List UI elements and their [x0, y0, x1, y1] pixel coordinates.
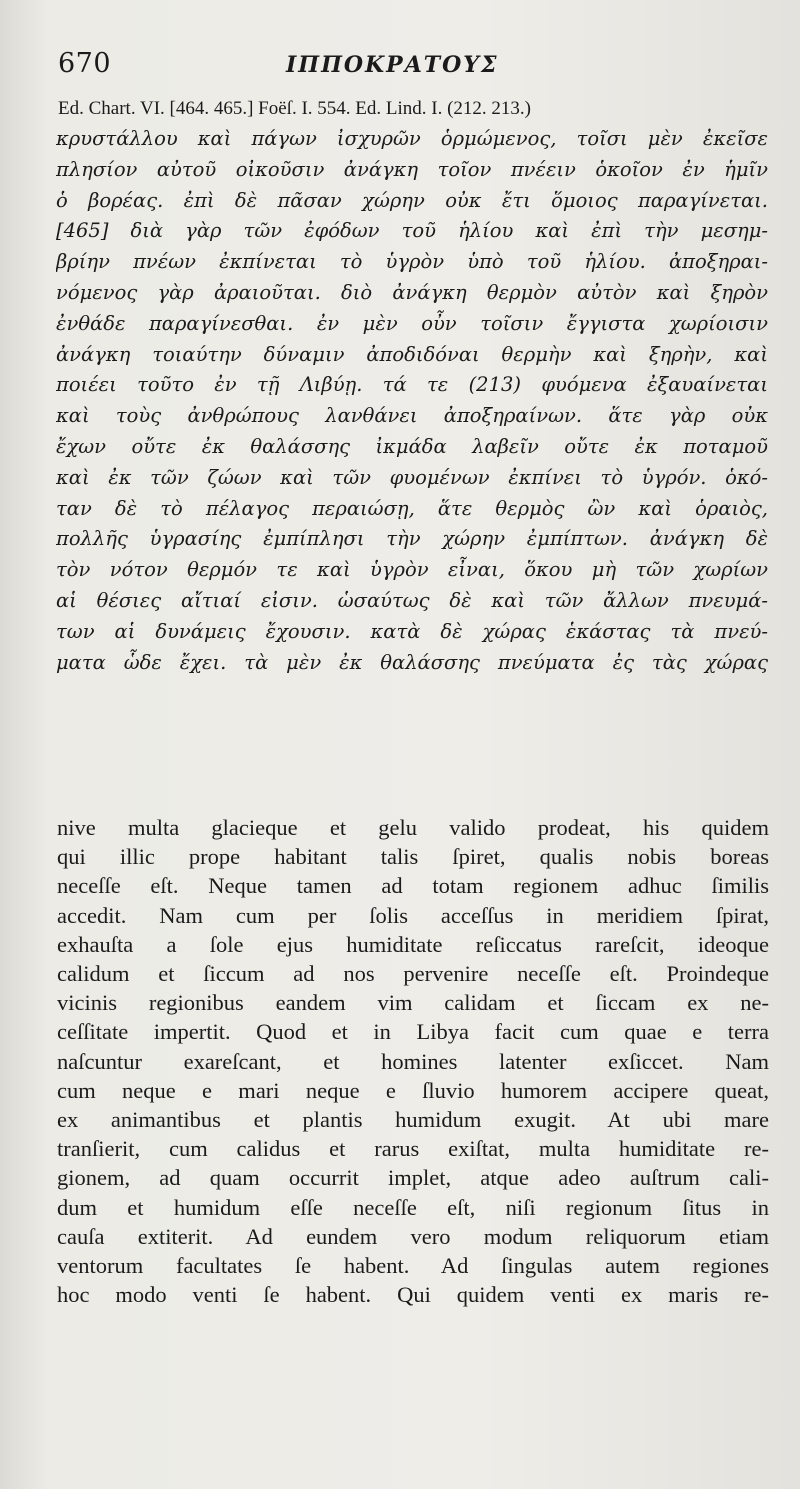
greek-text-line: των αἱ δυνάμεις ἔχουσιν. κατὰ δὲ χώρας ἑκάστας τὰ πνεύ- — [56, 619, 768, 643]
greek-text-line: ἐνθάδε παραγίνεσθαι. ἐν μὲν οὖν τοῖσιν ἔγγιστα χωρίοισιν — [56, 311, 768, 335]
latin-text-line: dum et humidum eſſe neceſſe eſt, niſi regionum ſitus in — [57, 1194, 769, 1220]
latin-text-line: accedit. Nam cum per ſolis acceſſus in meridiem ſpirat, — [57, 902, 769, 928]
latin-text-line: cauſa extiterit. Ad eundem vero modum reliquorum etiam — [57, 1223, 769, 1249]
latin-text-line: calidum et ſiccum ad nos pervenire neceſſe eſt. Proindeque — [57, 961, 769, 987]
latin-text-line: ex animantibus et plantis humidum exugit. At ubi mare — [57, 1107, 769, 1133]
greek-text-line: ἔχων οὔτε ἐκ θαλάσσης ἰκμάδα λαβεῖν οὔτε ἐκ ποταμοῦ — [56, 434, 768, 458]
latin-text-line: ventorum facultates ſe habent. Ad ſingulas autem regiones — [57, 1253, 769, 1279]
latin-text-line: gionem, ad quam occurrit implet, atque adeo auſtrum cali- — [57, 1165, 769, 1191]
greek-text-line: τὸν νότον θερμόν τε καὶ ὑγρὸν εἶναι, ὅκου μὴ τῶν χωρίων — [56, 558, 768, 582]
greek-text-line: ὁ βορέας. ἐπὶ δὲ πᾶσαν χώρην οὐκ ἔτι ὅμοιος παραγίνεται. — [56, 188, 768, 212]
greek-text-line: αἱ θέσιες αἴτιαί εἰσιν. ὡσαύτως δὲ καὶ τῶν ἄλλων πνευμά- — [56, 588, 768, 612]
latin-text-line: tranſierit, cum calidus et rarus exiſtat, multa humiditate re- — [57, 1136, 769, 1162]
greek-text-line: καὶ ἐκ τῶν ζώων καὶ τῶν φυομένων ἐκπίνει τὸ ὑγρόν. ὁκό- — [56, 465, 768, 489]
greek-text-line: πολλῆς ὑγρασίης ἐμπίπλησι τὴν χώρην ἐμπίπτων. ἀνάγκη δὲ — [56, 527, 768, 551]
latin-text-line: neceſſe eſt. Neque tamen ad totam regionem adhuc ſimilis — [57, 873, 769, 899]
page-number: 670 — [58, 48, 112, 79]
greek-text-line: πλησίον αὐτοῦ οἰκοῦσιν ἀνάγκη τοῖον πνέειν ὁκοῖον ἐν ἡμῖν — [56, 157, 768, 181]
greek-text-line: ταν δὲ τὸ πέλαγος περαιώσῃ, ἅτε θερμὸς ὢν καὶ ὁραιὸς, — [56, 496, 768, 520]
greek-text-line: βρίην πνέων ἐκπίνεται τὸ ὑγρὸν ὑπὸ τοῦ ἡλίου. ἀποξηραι- — [56, 250, 768, 274]
greek-text-line: καὶ τοὺς ἀνθρώπους λανθάνει ἀποξηραίνων. ἅτε γὰρ οὐκ — [56, 404, 768, 428]
greek-text-line: νόμενος γὰρ ἀραιοῦται. διὸ ἀνάγκη θερμὸν αὐτὸν καὶ ξηρὸν — [56, 280, 768, 304]
greek-text-line: κρυστάλλου καὶ πάγων ἰσχυρῶν ὁρμώμενος, τοῖσι μὲν ἐκεῖσε — [56, 127, 768, 150]
latin-text-line: hoc modo venti ſe habent. Qui quidem venti ex maris re- — [57, 1282, 769, 1308]
edition-references: Ed. Chart. VI. [464. 465.] Foëſ. I. 554. Ed. Lind. I. (212. 213.) — [58, 98, 532, 119]
greek-text-line: ἀνάγκη τοιαύτην δύναμιν ἀποδιδόναι θερμὴν καὶ ξηρὴν, καὶ — [56, 342, 768, 366]
greek-text-line: ποιέει τοῦτο ἐν τῇ Λιβύῃ. τά τε (213) φυόμενα ἐξαυαίνεται — [56, 373, 768, 397]
latin-text-line: vicinis regionibus eandem vim calidam et ſiccam ex ne- — [57, 990, 769, 1016]
greek-text-line: [465] διὰ γὰρ τῶν ἐφόδων τοῦ ἡλίου καὶ ἐπὶ τὴν μεσημ- — [56, 219, 768, 243]
latin-text-line: cum neque e mari neque e ſluvio humorem accipere queat, — [57, 1077, 769, 1103]
latin-text-line: naſcuntur exareſcant, et homines latenter exſiccet. Nam — [57, 1048, 769, 1074]
greek-text-line: ματα ὧδε ἔχει. τὰ μὲν ἐκ θαλάσσης πνεύματα ἐς τὰς χώρας — [56, 650, 768, 674]
latin-text-line: ceſſitate impertit. Quod et in Libya facit cum quae e terra — [57, 1019, 769, 1045]
page-header — [58, 48, 758, 88]
running-title: ΙΠΠΟΚΡΑΤΟΥΣ — [286, 52, 499, 78]
latin-text-line: exhauſta a ſole ejus humiditate reſiccatus rareſcit, ideoque — [57, 931, 769, 957]
greek-text-block — [56, 124, 768, 678]
latin-text-line: nive multa glacieque et gelu valido prodeat, his quidem — [57, 815, 769, 840]
latin-text-line: qui illic prope habitant talis ſpiret, qualis nobis boreas — [57, 844, 769, 870]
latin-translation-block — [57, 813, 769, 1309]
